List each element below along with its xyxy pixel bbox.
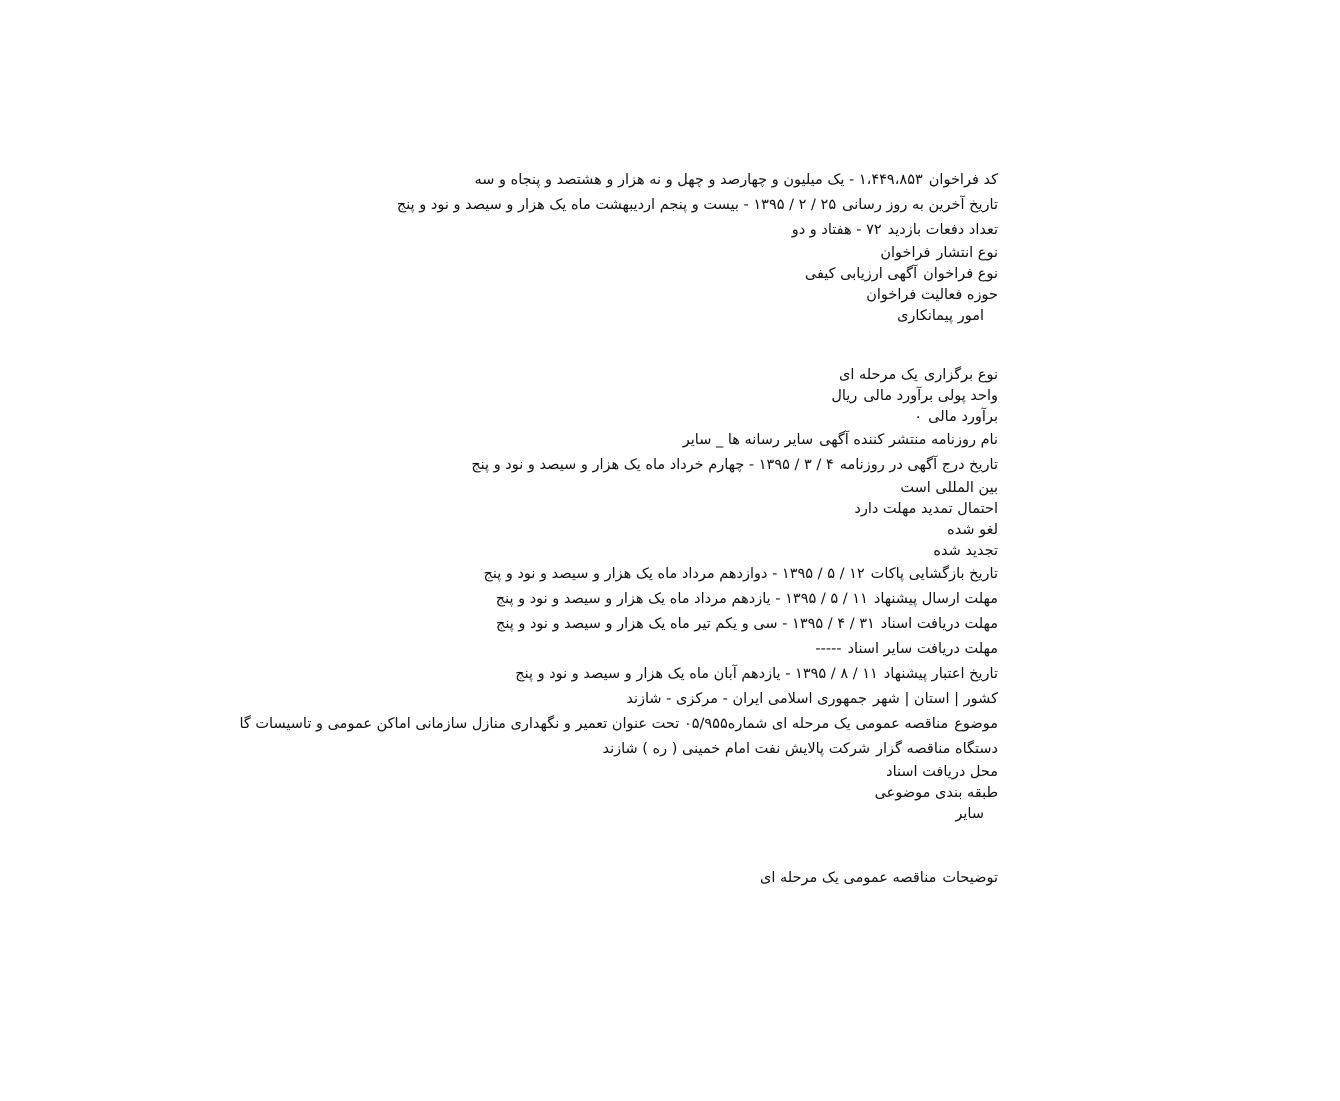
opening-date-value: ۱۲ / ۵ / ۱۳۹۵ - دوازدهم مرداد ماه یک هزار و سیصد و نود و پنج [483,566,865,582]
docs-place-label: محل دریافت اسناد [886,764,998,780]
category-value: سایر [955,806,984,822]
activity-field-value: امور پیمانکاری [897,308,984,324]
flag-extension [118,499,998,520]
call-code-row [118,168,998,193]
currency-value: ریال [831,388,858,404]
activity-field-label: حوزه فعالیت فراخوان [866,287,998,303]
organizer-value: شرکت پالایش نفت امام خمینی ( ره ) شازند [602,741,870,757]
newspaper-date-row [118,453,998,478]
visit-count-value: ۷۲ - هفتاد و دو [791,222,882,238]
spacer [118,327,998,365]
flag-cancelled [118,520,998,541]
spacer [118,825,998,868]
last-update-label: تاریخ آخرین به روز رسانی [842,197,998,213]
newspaper-row [118,428,998,453]
visit-count-label: تعداد دفعات بازدید [887,222,998,238]
flag-cancelled-text: لغو شده [947,522,998,538]
subject-row [118,712,998,737]
currency-row [118,386,998,407]
activity-field-value-row [118,306,998,327]
call-code-label: کد فراخوان [928,172,998,188]
call-type-label: نوع فراخوان [923,266,998,282]
opening-date-row [118,562,998,587]
activity-field-row [118,285,998,306]
category-row [118,783,998,804]
other-docs-deadline-label: مهلت دریافت سایر اسناد [847,641,998,657]
description-row [118,868,998,889]
docs-deadline-row [118,612,998,637]
holding-type-value: یک مرحله ای [838,367,918,383]
newspaper-label: نام روزنامه منتشر کننده آگهی [819,432,998,448]
validity-date-row [118,662,998,687]
newspaper-date-value: ۴ / ۳ / ۱۳۹۵ - چهارم خرداد ماه یک هزار و سیصد و نود و پنج [471,457,834,473]
estimate-value: ۰ [914,409,923,425]
call-type-row [118,264,998,285]
other-docs-deadline-row [118,637,998,662]
publish-type-label: نوع انتشار [936,245,998,261]
flag-renewed [118,541,998,562]
organizer-row [118,737,998,762]
flag-international-text: بین المللی است [900,480,998,496]
newspaper-value: سایر رسانه ها _ سایر [682,432,814,448]
description-value: مناقصه عمومی یک مرحله ای [759,870,937,886]
docs-deadline-value: ۳۱ / ۴ / ۱۳۹۵ - سی و یکم تیر ماه یک هزار و سیصد و نود و پنج [495,616,875,632]
call-type-value: آگهی ارزیابی کیفی [804,266,918,282]
description-label: توضیحات [942,870,998,886]
call-code-value: ۱،۴۴۹،۸۵۳ - یک میلیون و چهارصد و چهل و نه هزار و هشتصد و پنجاه و سه [474,172,923,188]
validity-date-label: تاریخ اعتبار پیشنهاد [883,666,998,682]
visit-count-row [118,218,998,243]
publish-type-row [118,243,998,264]
location-row [118,687,998,712]
flag-international [118,478,998,499]
other-docs-deadline-value: ----- [815,641,842,657]
opening-date-label: تاریخ بازگشایی پاکات [870,566,998,582]
submit-deadline-row [118,587,998,612]
organizer-label: دستگاه مناقصه گزار [876,741,998,757]
estimate-row [118,407,998,428]
location-value: جمهوری اسلامی ایران - مرکزی - شازند [626,691,867,707]
validity-date-value: ۱۱ / ۸ / ۱۳۹۵ - یازدهم آبان ماه یک هزار و سیصد و نود و پنج [515,666,878,682]
submit-deadline-value: ۱۱ / ۵ / ۱۳۹۵ - یازدهم مرداد ماه یک هزار و سیصد و نود و پنج [495,591,868,607]
tender-document [118,168,998,889]
newspaper-date-label: تاریخ درج آگهی در روزنامه [839,457,998,473]
flag-extension-text: احتمال تمدید مهلت دارد [854,501,998,517]
submit-deadline-label: مهلت ارسال پیشنهاد [873,591,998,607]
subject-label: موضوع [954,716,998,732]
docs-deadline-label: مهلت دریافت اسناد [880,616,998,632]
last-update-value: ۲۵ / ۲ / ۱۳۹۵ - بیست و پنجم اردیبهشت ماه یک هزار و سیصد و نود و پنج [396,197,837,213]
category-label: طبقه بندی موضوعی [874,785,998,801]
last-update-row [118,193,998,218]
publish-type-value: فراخوان [880,245,931,261]
flag-renewed-text: تجدید شده [933,543,998,559]
holding-type-label: نوع برگزاری [923,367,998,383]
estimate-label: برآورد مالی [928,409,998,425]
holding-type-row [118,365,998,386]
subject-value: مناقصه عمومی یک مرحله ای شماره۰۵/۹۵۵ تحت عنوان تعمیر و نگهداری منازل سازمانی اماکن عمومی و تاسیسات گا [239,716,949,732]
docs-place-row [118,762,998,783]
category-value-row [118,804,998,825]
location-label: کشور | استان | شهر [873,691,998,707]
currency-label: واحد پولی برآورد مالی [863,388,998,404]
